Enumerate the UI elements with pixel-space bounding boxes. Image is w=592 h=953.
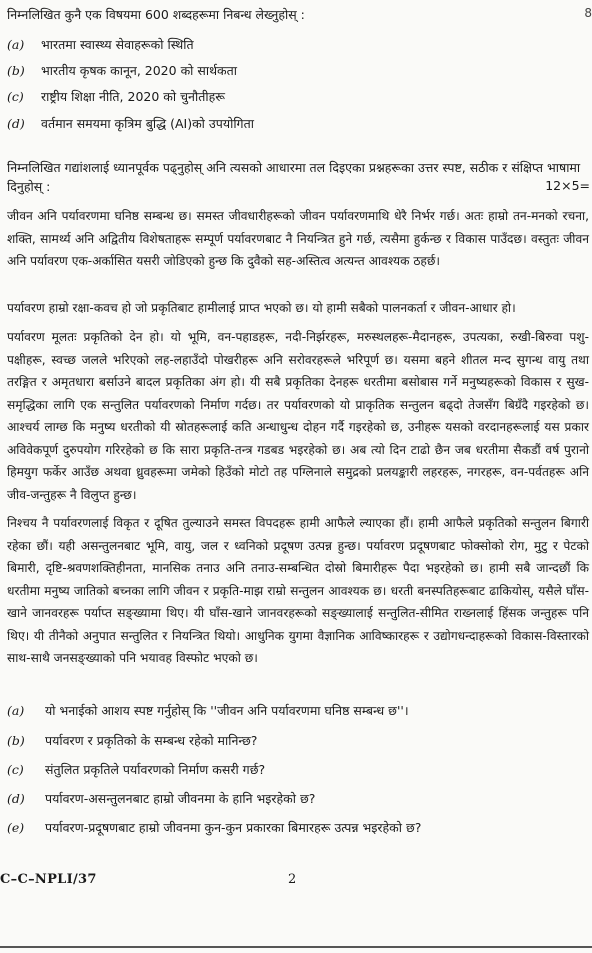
- essay-topic: [7, 36, 567, 54]
- question-heading: निम्नलिखित कुनै एक विषयमा 600 शब्दहरूमा निबन्ध लेख्नुहोस् :: [7, 7, 305, 22]
- edge-mark: 8: [584, 6, 592, 20]
- bottom-rule: [0, 946, 592, 948]
- essay-topic: [7, 115, 567, 133]
- sub-question-label: (a): [7, 703, 25, 718]
- sub-question-label: (d): [7, 791, 25, 806]
- marks: 12×5=: [545, 178, 590, 193]
- topic-text: भारतीय कृषक कानून, 2020 को सार्थकता: [41, 63, 238, 78]
- topic-label: (a): [7, 37, 25, 52]
- sub-question: [7, 761, 567, 779]
- passage-paragraph: पर्यावरण हाम्रो रक्षा-कवच हो जो प्रकृतिबाट हामीलाई प्राप्त भएको छ। यो हामी सबैको पालनकर्ता र जीवन-आधार हो।: [7, 301, 516, 315]
- topic-text: वर्तमान समयमा कृत्रिम बुद्धि (AI)को उपयोगिता: [41, 116, 254, 131]
- topic-text: भारतमा स्वास्थ्य सेवाहरूको स्थिति: [41, 37, 194, 52]
- sub-question-text: पर्यावरण र प्रकृतिको के सम्बन्ध रहेको मानिन्छ?: [45, 733, 258, 748]
- sub-question-text: यो भनाईको आशय स्पष्ट गर्नुहोस् कि ''जीवन अनि पर्यावरणमा घनिष्ठ सम्बन्ध छ''।: [45, 703, 409, 718]
- passage-instruction: निम्नलिखित गद्यांशलाई ध्यानपूर्वक पढ्नुहोस् अनि त्यसको आधारमा तल दिइएका प्रश्नहरूका उत्तर स्पष्ट, सठीक र संक्षिप्त भाषामा दिनुहोस् :: [7, 160, 581, 194]
- essay-topic: [7, 88, 567, 106]
- essay-topic: [7, 62, 567, 80]
- sub-question-label: (e): [7, 820, 25, 835]
- page-number: 2: [288, 872, 297, 887]
- sub-question-label: (b): [7, 733, 25, 748]
- sub-question: [7, 732, 567, 750]
- sub-question: [7, 702, 567, 720]
- sub-question: [7, 790, 567, 808]
- passage-paragraph: पर्यावरण मूलतः प्रकृतिको देन हो। यो भूमि, वन-पहाडहरू, नदी-निर्झरहरू, मरुस्थलहरू-मैदानहरू, उपत्यका, रुखी-बिरुवा पशु-पक्षीहरू, स्वच्छ जलले भरिएको लह-लहाउँदो पोखरीहरू अनि सरोवरहरूले भरिपूर्ण छ। यसमा बहने शीतल मन्द सुगन्ध वायु तथा तरङ्गित र अमृतधारा बर्साउने बादल प्रकृतिका अंग हो। यी सबै प्रकृतिका देनहरू धरतीमा बसोबास गर्ने मनुष्यहरूको विकास र सुख-समृद्धिका लागि एक सन्तुलित पर्यावरणको निर्माण गर्दछ। तर पर्यावरणको यो प्राकृतिक सन्तुलन बढ्दो तेजसँग बिग्रँदै गइरहेको छ। आश्चर्य लाग्छ कि मनुष्य धरतीको यी स्रोतहरूलाई कति अन्धाधुन्ध दोहन गर्दै गइरहेको छ, उनीहरू यसको वरदानहरूलाई यस प्रकार अविवेकपूर्ण दुरुपयोग गरिरहेको छ कि सारा प्रकृति-तन्त्र गडबड भइरहेको छ। अब त्यो दिन टाढो छैन जब धरतीमा सैकडौं वर्ष पुरानो हिमयुग फर्केर आउँछ अथवा ध्रुवहरूमा जमेको हिउँको मोटो तह पग्लिनाले समुद्रको प्रलयङ्कारी लहरहरू, नगरहरू, वन-पर्वतहरू अनि जीव-जन्तुहरू नै विलुप्त हुन्छ।: [7, 330, 589, 502]
- sub-question-text: पर्यावरण-प्रदूषणबाट हाम्रो जीवनमा कुन-कुन प्रकारका बिमारहरू उत्पन्न भइरहेको छ?: [45, 820, 422, 835]
- topic-label: (b): [7, 63, 25, 78]
- passage-paragraph: जीवन अनि पर्यावरणमा घनिष्ठ सम्बन्ध छ। समस्त जीवधारीहरूको जीवन पर्यावरणमाथि धेरै निर्भर गर्छ। अतः हाम्रो तन-मनको रचना, शक्ति, सामर्थ्य अनि अद्वितीय विशेषताहरू सम्पूर्ण पर्यावरणबाट नै नियन्त्रित हुने गर्छ, त्यसैमा हुर्कन्छ र विकास पाउँदछ। वस्तुतः जीवन अनि पर्यावरण एक-अर्कासित यसरी जोडिएको हुन्छ कि दुवैको सह-अस्तित्व अत्यन्त आवश्यक ठहर्छ।: [7, 209, 589, 268]
- sub-question-label: (c): [7, 762, 24, 777]
- topic-label: (c): [7, 89, 24, 104]
- topic-text: राष्ट्रीय शिक्षा नीति, 2020 को चुनौतीहरू: [41, 89, 225, 104]
- topic-label: (d): [7, 116, 25, 131]
- sub-question-text: संतुलित प्रकृतिले पर्यावरणको निर्माण कसरी गर्छ?: [45, 762, 266, 777]
- passage-paragraph: निश्चय नै पर्यावरणलाई विकृत र दूषित तुल्याउने समस्त विपदहरू हामी आफैले ल्याएका हौं। हामी आफैले प्रकृतिको सन्तुलन बिगारी रहेका छौं। यही असन्तुलनबाट भूमि, वायु, जल र ध्वनिको प्रदूषण उत्पन्न हुन्छ। पर्यावरण प्रदूषणबाट फोक्सोको रोग, मुटु र पेटको बिमारी, दृष्टि-श्रवणशक्तिहीनता, मानसिक तनाउ अनि तनाउ-सम्बन्धित दोस्रो बिमारीहरू पैदा भइरहेको छ। हामी सबै जान्दछौं कि धरतीमा मनुष्य जातिको बच्नका लागि जीवन र प्रकृति-माझ राम्रो सन्तुलन आवश्यक छ। धरती बनस्पतिहरूबाट ढाकियोस्, यसैले घाँस-खाने जानवरहरू पर्याप्त सङ्ख्यामा थिए। यी घाँस-खाने जानवरहरूको सङ्ख्यालाई सन्तुलित-सीमित राख्नलाई हिंसक जन्तुहरू पनि थिए। यी तीनैको अनुपात सन्तुलित र नियन्त्रित थियो। आधुनिक युगमा वैज्ञानिक आविष्कारहरू र उद्योगधन्दाहरूको विकास-विस्तारको साथ-साथै जनसङ्ख्याको पनि भयावह विस्फोट भएको छ।: [7, 516, 589, 665]
- sub-question-text: पर्यावरण-असन्तुलनबाट हाम्रो जीवनमा के हानि भइरहेको छ?: [45, 791, 316, 806]
- paper-code: C–C–NPLI/37: [0, 872, 97, 887]
- sub-question: [7, 819, 567, 837]
